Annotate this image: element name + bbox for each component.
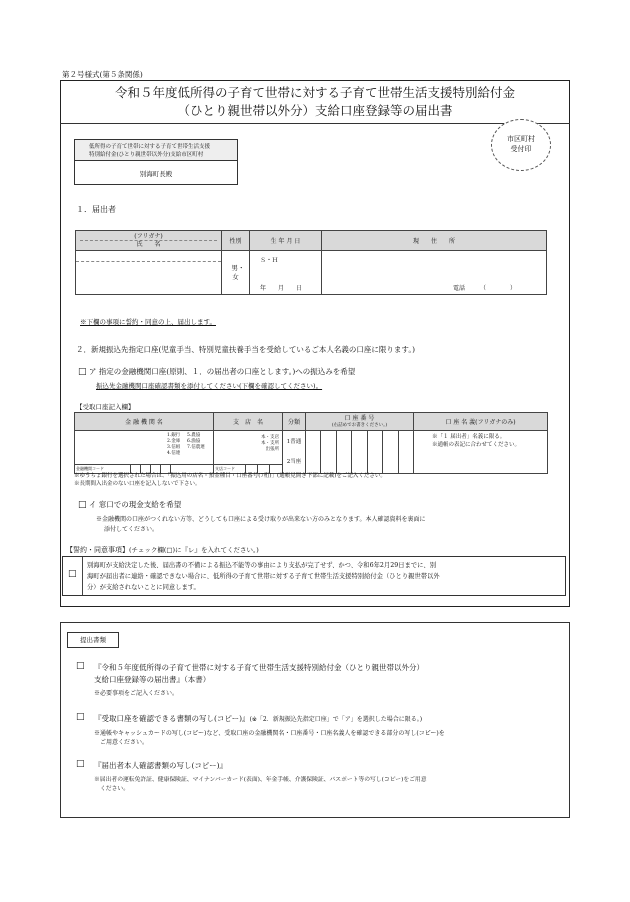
bank-col-header: 金 融 機 関 名 [75,413,214,431]
bank-code-digit[interactable] [151,465,161,473]
acctname-col-header: 口 座 名 義(フリガナのみ) [414,413,548,431]
pledge-heading: 【誓約・同意事項】 [66,546,129,554]
bank-code-row [75,464,213,473]
pledge-heading-note: (チェック欄(□)に『レ』を入れてください。) [129,546,259,554]
pledge-checkbox[interactable]: □ [68,569,77,579]
bank-code-digit[interactable] [131,465,141,473]
acct-name-note1: ※「１ 届出者」名義に限る。 [432,434,506,440]
name-col-label: 氏 名 [80,240,217,248]
addressee-field[interactable] [74,160,238,185]
addressee-header-line1: 低所得の子育て世帯に対する子育て世帯生活支援 [89,144,211,150]
branch-code-digit[interactable] [258,465,270,473]
form-number: 第２号様式(第５条関係) [62,70,143,79]
acctno-col-header [306,413,414,431]
page-title [60,84,570,120]
pledge-line1: 別海町が支給決定した後、届出書の不備による振込不能等の事由により支払が完了せず、かつ、令和6年2月29日までに、別 [87,562,437,569]
branch-code-label: 支店コード [214,465,246,473]
bank-field[interactable] [75,431,214,474]
option-i-checkbox[interactable]: □ [78,500,87,510]
pledge-heading-line [66,546,259,555]
bank-type-6: 6.漁協 [187,439,201,444]
applicant-table [75,230,547,295]
date-units: 年 月 日 [260,285,303,292]
doc3-note2: ください。 [100,786,129,792]
bank-code-digit[interactable] [161,465,171,473]
bank-code-digit[interactable] [141,465,151,473]
bank-types-right [187,433,205,451]
gender-field[interactable] [222,251,250,295]
acct-name-note2: ※通帳の表記に合わせてください。 [432,442,521,448]
yucho-note2: ※長期間入出金のない口座を記入しないで下さい。 [74,481,201,487]
doc3-note1: ※届出者の運転免許証、健康保険証、マイナンバーカード(表面)、年金手帳、介護保険証、パスポート等の写し(コピー)をご用意 [94,777,427,783]
doc1-note: ※必要事項をご記入ください。 [94,690,179,697]
pledge-line3: 分）が支給されないことに同意します。 [87,584,200,591]
acct-type-current: 2当座 [286,459,302,465]
bank-type-1: 1.銀行 [167,433,181,438]
pledge-box [62,556,566,596]
name-header [76,231,222,251]
option-i-label: イ 窓口での現金支給を希望 [88,500,182,509]
era-label: Ｓ・Ｈ [260,257,279,264]
section1-heading: １．届出者 [76,205,116,214]
acctno-label: 口 座 番 号 [344,414,375,422]
doc1-line1: 『令和５年度低所得の子育て世帯に対する子育て世帯生活支援特別給付金（ひとり親世帯以外分） [94,663,424,672]
addressee-header [74,139,238,161]
doc1-line2: 支給口座登録等の届出書』（本書） [94,675,211,684]
bank-types-left [167,433,180,457]
doc1-title [94,662,424,686]
yucho-note1: ※ゆうちょ銀行を選択された場合は、「振込用の店名・預金種目・口座番号(7桁)」(通帳見開き下部に記載)をご記入ください。 [74,473,386,479]
doc2-title-line [94,714,422,724]
doc2-checkbox[interactable]: □ [76,712,85,722]
branch-type-2: 本・支所 [261,441,279,446]
furigana-label: (フリガナ) [134,233,163,240]
branch-type-3: 出張所 [265,447,279,452]
agree-note: ※下欄の事項に誓約・同意の上、届出します。 [80,318,216,326]
doc2-suffix: (※「2．新規振込先指定口座」で「ア」を選択した場合に限る。) [249,716,423,723]
option-i [78,500,181,511]
acct-name-field[interactable] [414,431,548,474]
option-a [78,367,355,378]
addressee-header-line2: 特別給付金(ひとり親世帯以外分)支給市区町村 [89,152,204,158]
stamp-line2: 受付印 [510,145,532,153]
stamp-line1: 市区町村 [507,135,535,143]
tel-label: 電話 （ ） [452,285,516,292]
doc2-note2: ご用意ください。 [100,739,149,746]
option-i-note2: 添付してください。 [104,526,159,533]
doc2-title: 『受取口座を確認できる書類の写し(コピー)』 [94,714,250,723]
gender-values: 男・女 [231,263,245,281]
title-line2: （ひとり親世帯以外分）支給口座登録等の届出書 [177,103,453,118]
bank-type-7: 7.信農連 [187,445,205,450]
doc1-checkbox[interactable]: □ [76,661,85,671]
option-a-label: ア 指定の金融機関口座(原則、１．の届出者の口座とします。)への振込みを希望 [88,367,356,376]
receive-label: 【受取口座記入欄】 [76,403,135,411]
bank-account-table [74,412,548,474]
branch-types [261,435,279,453]
address-header: 現 住 所 [322,231,547,251]
doc2-note1: ※通帳やキャッシュカードの写し(コピー)など、受取口座の金融機関名・口座番号・口座名義人を確認できる部分の写し(コピー)を [94,730,445,737]
title-line1: 令和５年度低所得の子育て世帯に対する子育て世帯生活支援特別給付金 [114,85,515,100]
documents-label: 提出書類 [67,632,119,648]
option-i-note1: ※金融機関の口座がつくれない方等、どうしても口座による受け取りが出来ない方のみとなります。本人確認資料を裏面に [96,516,426,523]
branch-code-row [214,464,282,473]
name-field[interactable] [76,251,222,295]
pledge-text [87,560,440,593]
option-a-note: 振込先金融機関口座確認書類を添付してください(下欄を確認してください)。 [96,382,323,390]
branch-field[interactable] [214,431,283,474]
bank-type-4: 4.信連 [167,451,181,456]
type-col-header: 分類 [283,413,306,431]
bank-code-label: 金融機関コード [75,465,131,473]
dob-field[interactable] [250,251,322,295]
section2-heading: ２．新規振込先指定口座(児童手当、特別児童扶養手当を受給しているご本人名義の口座に限ります。) [76,345,415,354]
branch-code-digit[interactable] [246,465,258,473]
bank-type-2: 2.金庫 [167,439,181,444]
branch-col-header: 支 店 名 [214,413,283,431]
gender-header: 性別 [222,231,250,251]
option-a-checkbox[interactable]: □ [78,367,87,377]
bank-type-3: 3.信組 [167,445,181,450]
address-field[interactable] [322,251,547,295]
acctno-sublabel: (右詰めでお書きください。) [331,422,388,428]
pledge-line2: 海町が届出者に連絡・確認できない場合に、低所得の子育て世帯に対する子育て世帯生活支援特別給付金（ひとり親世帯以外 [87,573,440,580]
title-divider [60,123,570,124]
reception-stamp-area [491,119,551,171]
bank-type-5: 5.農協 [187,433,201,438]
acct-number-field[interactable] [306,431,414,474]
branch-type-1: 本・支店 [261,435,279,440]
dob-header: 生 年 月 日 [250,231,322,251]
doc3-checkbox[interactable]: □ [76,759,85,769]
addressee-value: 別海町長殿 [139,170,173,178]
doc3-title: 『届出者本人確認書類の写し(コピー)』 [94,761,228,770]
acct-type-ordinary: 1普通 [286,439,302,445]
acct-type-field[interactable] [283,431,306,474]
